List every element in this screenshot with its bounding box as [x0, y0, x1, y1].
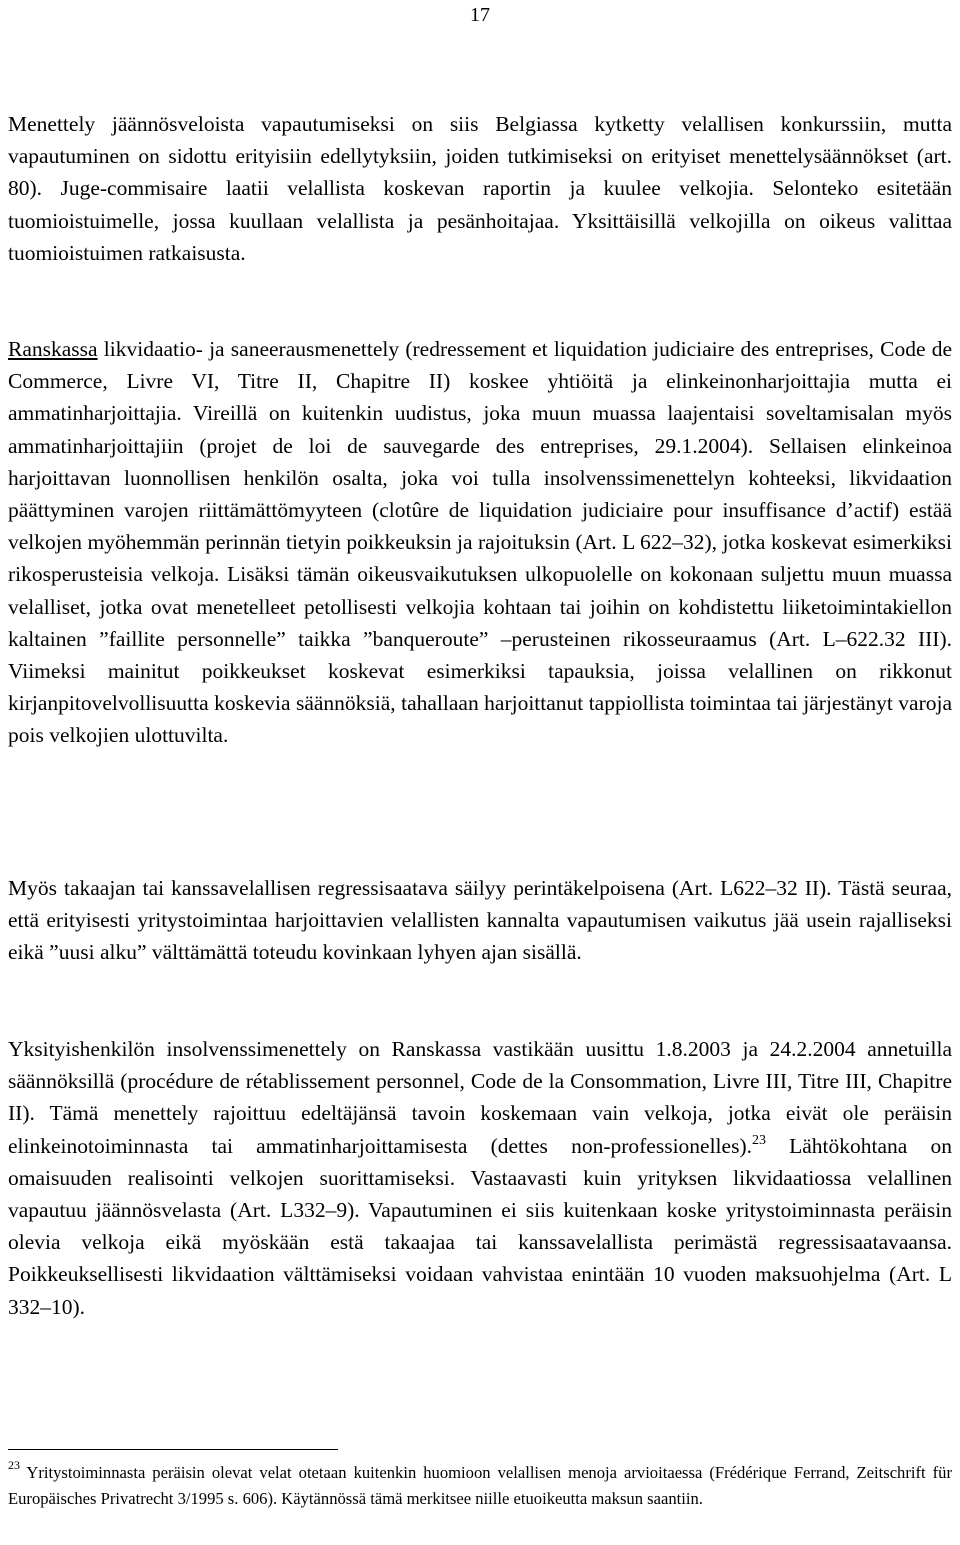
paragraph-france-liquidation [8, 333, 952, 752]
paragraph-personal-insolvency [8, 1033, 952, 1323]
paragraph-text: Lähtökohtana on omaisuuden realisointi velkojen suorittamiseksi. Vastaavasti kuin yrityksen likvidaatiossa velallinen vapautuu jäännösvelasta (Art. L332–9). Vapautuminen ei siis kuitenkaan koske yritystoiminnasta peräisin olevia velkoja eikä myöskään estä takaajaa tai kanssavelallista perimästä regressisaatavaansa. Poikkeuksellisesti likvidaation välttämiseksi voidaan vahvistaa enintään 10 vuoden maksuohjelma (Art. L 332–10). [8, 1133, 952, 1319]
footnote-text: Yritystoiminnasta peräisin olevat velat otetaan kuitenkin huomioon velallisen menoja arvioitaessa (Frédérique Ferrand, Zeitschrift für Europäisches Privatrecht 3/1995 s. 606). Käytännössä tämä merkitsee niille etuoikeutta maksun saantiin. [8, 1463, 952, 1508]
page-number: 17 [470, 4, 490, 26]
underlined-term: Ranskassa [8, 337, 98, 361]
paragraph-belgium: Menettely jäännösveloista vapautumiseksi on siis Belgiassa kytketty velallisen konkurssiin, mutta vapautuminen on sidottu erityisiin edellytyksiin, joiden tutkimiseksi on erityiset menettelysäännökset (art. 80). Juge-commisaire laatii velallista koskevan raportin ja kuulee velkojia. Selonteko esitetään tuomioistuimelle, jossa kuullaan velallista ja pesänhoitajaa. Yksittäisillä velkojilla on oikeus valittaa tuomioistuimen ratkaisusta. [8, 112, 952, 265]
footnote-reference[interactable]: 23 [751, 1132, 766, 1148]
paragraph-text: Yksityishenkilön insolvenssimenettely on Ranskassa vastikään uusittu 1.8.2003 ja 24.2.2004 annetuilla säännöksillä (procédure de rétablissement personnel, Code de la Consommation, Livre III, Titre III, Chapitre II). Tämä menettely rajoittuu edeltäjänsä tavoin koskemaan vain velkoja, jotka eivät ole peräisin elinkeinotoiminnasta tai ammatinharjoittamisesta (dettes non-professionelles). [8, 1037, 952, 1158]
footnote-number: 23 [8, 1458, 20, 1472]
footnote [8, 1460, 952, 1512]
paragraph-text: likvidaatio- ja saneerausmenettely (redressement et liquidation judiciaire des entreprises, Code de Commerce, Livre VI, Titre II, Chapitre II) koskee yhtiöitä ja elinkeinonharjoittajia mutta ei ammatinharjoittajia. Vireillä on kuitenkin uudistus, joka muun muassa laajentaisi soveltamisalan myös ammatinharjoittajiin (projet de loi de sauvegarde des entreprises, 29.1.2004). Sellaisen elinkeinoa harjoittavan luonnollisen henkilön osalta, joka voi tulla insolvenssimenettelyn kohteeksi, likvidaation päättyminen varojen riittämättömyyteen (clotûre de liquidation judiciaire pour insuffisance d’actif) estää velkojen myöhemmän perinnän tietyin poikkeuksin ja rajoituksin (Art. L 622–32), jotka koskevat esimerkiksi rikosperusteisia velkoja. Lisäksi tämän oikeusvaikutuksen ulkopuolelle on kokonaan suljettu muun muassa velalliset, jotka ovat menetelleet petollisesti velkojia kohtaan tai joihin on kohdistettu liiketoimintakiellon kaltainen ”faillite personnelle” taikka ”banqueroute” –perusteinen rikosseuraamus (Art. L–622.32 III). Viimeksi mainitut poikkeukset koskevat esimerkiksi tapauksia, joissa velallinen on rikkonut kirjanpitovelvollisuutta koskevia säännöksiä, tahallaan harjoittanut tappiollista toimintaa tai järjestänyt varoja pois velkojien ulottuvilta. [8, 337, 952, 748]
footnote-divider [8, 1449, 338, 1450]
paragraph-guarantor: Myös takaajan tai kanssavelallisen regressisaatava säilyy perintäkelpoisena (Art. L622–32 II). Tästä seuraa, että erityisesti yritystoimintaa harjoittavien velallisten kannalta vapautumisen vaikutus jää usein rajalliseksi eikä ”uusi alku” välttämättä toteudu kovinkaan lyhyen ajan sisällä. [8, 876, 952, 965]
